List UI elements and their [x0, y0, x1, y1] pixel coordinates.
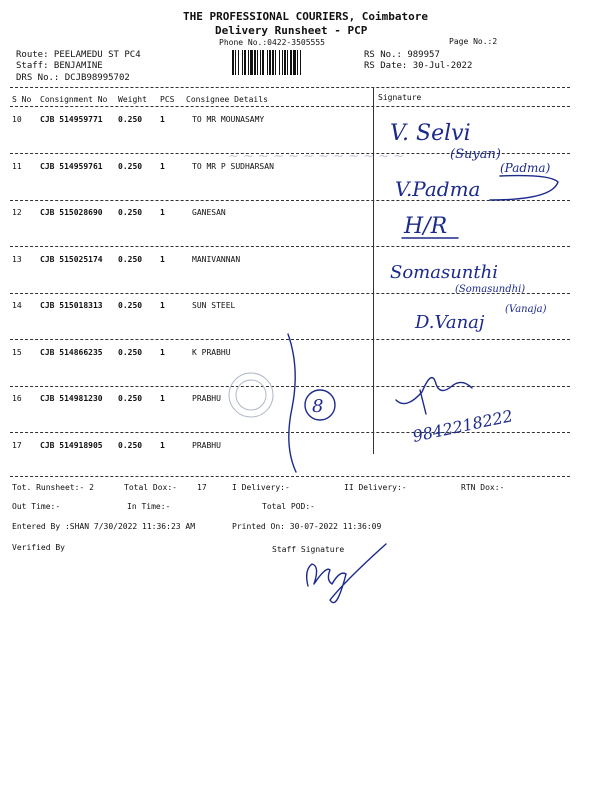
svg-text:9842218222: 9842218222 [410, 406, 515, 446]
svg-text:Somasunthi: Somasunthi [390, 262, 498, 283]
row-sno: 15 [12, 347, 22, 357]
divider [10, 476, 570, 477]
row-consignment-no: CJB 515028690 [40, 208, 103, 217]
row-pcs: 1 [160, 347, 165, 357]
entered-by: Entered By :SHAN 7/30/2022 11:36:23 AM [12, 522, 196, 531]
runsheet-title: Delivery Runsheet - PCP [215, 24, 368, 37]
i-delivery: I Delivery:- [232, 483, 290, 492]
svg-text:(Somasundhi): (Somasundhi) [455, 284, 526, 295]
row-consignee: TO MR MOUNASAMY [192, 115, 265, 124]
col-pcs-header: PCS [160, 95, 175, 104]
circled-eight-mark [302, 385, 342, 425]
svg-text:V.Padma: V.Padma [395, 177, 481, 201]
row-weight: 0.250 [118, 301, 143, 310]
staff-name: Staff: BENJAMINE [16, 61, 103, 71]
total-dox-label: Total Dox:- [124, 483, 177, 492]
row-consignment-no: CJB 514918905 [40, 440, 103, 450]
row-consignee: GANESAN [192, 208, 226, 217]
row-consignee: SUN STEEL [192, 301, 236, 310]
row-consignment-no: CJB 514959771 [40, 115, 103, 124]
row-consignee: PRABHU [192, 440, 221, 450]
col-consignee-header: Consignee Details [186, 95, 268, 104]
row-pcs: 1 [160, 254, 165, 264]
row-pcs: 1 [160, 115, 165, 124]
total-pod: Total POD:- [262, 502, 315, 511]
svg-text:D.Vanaj: D.Vanaj [415, 312, 485, 333]
col-sno-header: S No [12, 95, 32, 104]
row-consignee: PRABHU [192, 394, 221, 403]
rs-number: RS No.: 989957 [364, 50, 440, 60]
row-sno: 12 [12, 208, 22, 217]
row-weight: 0.250 [118, 440, 143, 450]
row-consignee: TO MR P SUDHARSAN [192, 161, 274, 171]
divider [10, 87, 570, 88]
row-weight: 0.250 [118, 115, 143, 124]
row-sno: 11 [12, 161, 22, 171]
row-weight: 0.250 [118, 347, 143, 357]
faded-stamp [220, 140, 405, 170]
total-dox-value: 17 [197, 483, 207, 492]
row-consignment-no: CJB 514866235 [40, 347, 103, 357]
col-signature-header: Signature [378, 93, 422, 102]
svg-text:(Padma): (Padma) [500, 161, 551, 175]
row-consignment-no: CJB 514981230 [40, 394, 103, 403]
svg-text:(Suyan): (Suyan) [450, 147, 501, 162]
row-consignment-no: CJB 515018313 [40, 301, 103, 310]
signature-row-11 [390, 160, 590, 205]
signature-row-16 [392, 360, 592, 450]
signature-row-14 [410, 290, 590, 340]
staff-signature [290, 540, 400, 610]
row-weight: 0.250 [118, 208, 143, 217]
in-time: In Time:- [127, 502, 171, 511]
total-runsheet: Tot. Runsheet:- 2 [12, 483, 94, 492]
company-name: THE PROFESSIONAL COURIERS, Coimbatore [183, 10, 429, 23]
row-pcs: 1 [160, 301, 165, 310]
row-pcs: 1 [160, 161, 165, 171]
row-consignee: MANIVANNAN [192, 254, 241, 264]
barcode [232, 50, 350, 75]
divider [10, 106, 570, 107]
row-sno: 10 [12, 115, 22, 124]
svg-text:V. Selvi: V. Selvi [390, 121, 471, 146]
out-time: Out Time:- [12, 502, 61, 511]
rtn-dox: RTN Dox:- [461, 483, 505, 492]
rs-date: RS Date: 30-Jul-2022 [364, 61, 473, 71]
drs-number: DRS No.: DCJB98995702 [16, 73, 130, 83]
row-pcs: 1 [160, 208, 165, 217]
svg-text:8: 8 [312, 396, 324, 417]
row-weight: 0.250 [118, 254, 143, 264]
phone-number: Phone No.:0422-3505555 [219, 38, 325, 47]
circular-stamp [226, 370, 276, 420]
row-sno: 13 [12, 254, 22, 264]
row-sno: 14 [12, 301, 22, 310]
col-consignment-header: Consignment No [40, 95, 108, 104]
page-number: Page No.:2 [449, 37, 498, 46]
row-weight: 0.250 [118, 161, 143, 171]
route: Route: PEELAMEDU ST PC4 [16, 50, 141, 60]
col-weight-header: Weight [118, 95, 147, 104]
svg-text:(Vanaja): (Vanaja) [505, 304, 547, 315]
staff-signature-label: Staff Signature [272, 545, 345, 554]
row-consignment-no: CJB 514959761 [40, 161, 103, 171]
svg-text:H/R: H/R [404, 214, 448, 239]
row-pcs: 1 [160, 394, 165, 403]
row-weight: 0.250 [118, 394, 143, 403]
row-divider [10, 246, 570, 247]
printed-on: Printed On: 30-07-2022 11:36:09 [232, 522, 382, 531]
row-consignment-no: CJB 515025174 [40, 254, 103, 264]
row-sno: 17 [12, 440, 22, 450]
ii-delivery: II Delivery:- [344, 483, 407, 492]
row-consignee: K PRABHU [192, 347, 231, 357]
signature-row-12 [398, 205, 478, 245]
verified-by: Verified By [12, 543, 65, 552]
row-sno: 16 [12, 394, 22, 403]
svg-text:~ ~ ~ ~ ~ ~ ~ ~ ~ ~ ~ ~: ~ ~ ~ ~ ~ ~ ~ ~ ~ ~ ~ ~ [228, 149, 405, 164]
row-pcs: 1 [160, 440, 165, 450]
